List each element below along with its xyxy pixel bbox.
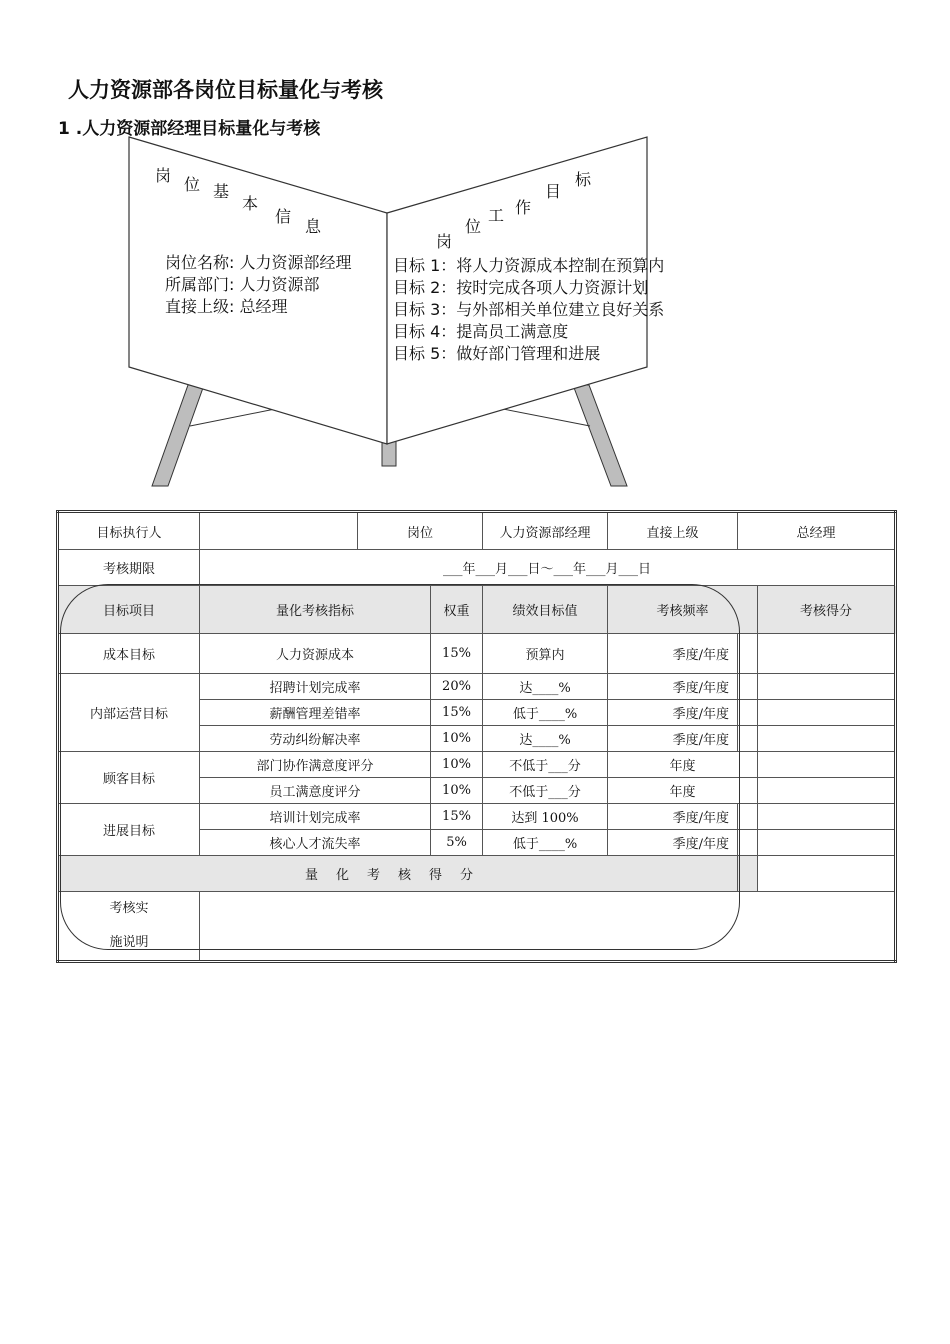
position-value: 人力资源部经理 bbox=[483, 512, 608, 550]
board-heading-char: 目 bbox=[545, 182, 562, 201]
document-title: 人力资源部各岗位目标量化与考核 bbox=[68, 78, 383, 102]
info-supervisor bbox=[165, 296, 288, 318]
frequency-cell: 季度/年度 bbox=[608, 700, 738, 726]
goal-text: 做好部门管理和进展 bbox=[456, 344, 601, 363]
board-heading-char: 岗 bbox=[436, 232, 453, 251]
goal-line bbox=[393, 343, 600, 365]
notes-row bbox=[58, 892, 896, 962]
indicator-cell: 劳动纠纷解决率 bbox=[200, 726, 431, 752]
target-cell: 达____% bbox=[483, 674, 608, 700]
notes-label-line: 施说明 bbox=[109, 935, 149, 950]
period-label: 考核期限 bbox=[58, 550, 200, 586]
score-total-text: 量化考核得分 bbox=[305, 868, 492, 883]
target-cell: 不低于___分 bbox=[483, 778, 608, 804]
notes-label-line: 考核实 bbox=[109, 901, 149, 916]
goal-label: 目标 5： bbox=[393, 344, 457, 363]
goal-line bbox=[393, 299, 664, 321]
goal-label: 目标 3： bbox=[393, 300, 457, 319]
score-cell[interactable] bbox=[758, 752, 896, 778]
board-heading-char: 工 bbox=[488, 206, 505, 225]
frequency-spacer bbox=[738, 726, 758, 752]
board-heading-char: 位 bbox=[465, 217, 482, 236]
goal-line bbox=[393, 321, 568, 343]
executor-value[interactable] bbox=[200, 512, 358, 550]
board-heading-char: 岗 bbox=[155, 166, 172, 185]
info-value: 总经理 bbox=[239, 297, 288, 316]
weight-cell: 10% bbox=[431, 752, 483, 778]
header-target-value: 绩效目标值 bbox=[483, 586, 608, 634]
group-name: 进展目标 bbox=[58, 804, 200, 856]
score-cell[interactable] bbox=[758, 830, 896, 856]
weight-cell: 5% bbox=[431, 830, 483, 856]
indicator-cell: 招聘计划完成率 bbox=[200, 674, 431, 700]
board-heading-char: 息 bbox=[305, 217, 322, 236]
position-label: 岗位 bbox=[358, 512, 483, 550]
board-heading-char: 位 bbox=[184, 175, 201, 194]
goal-text: 按时完成各项人力资源计划 bbox=[456, 278, 649, 297]
target-cell: 低于____% bbox=[483, 700, 608, 726]
frequency-spacer bbox=[738, 634, 758, 674]
table-row bbox=[58, 634, 896, 674]
indicator-cell: 核心人才流失率 bbox=[200, 830, 431, 856]
info-position-name bbox=[165, 252, 352, 274]
notes-content[interactable] bbox=[200, 892, 896, 962]
board-heading-char: 作 bbox=[515, 198, 532, 217]
frequency-spacer bbox=[738, 804, 758, 830]
frequency-cell: 季度/年度 bbox=[608, 804, 738, 830]
weight-cell: 15% bbox=[431, 804, 483, 830]
group-name: 内部运营目标 bbox=[58, 674, 200, 752]
info-value: 人力资源部 bbox=[239, 275, 320, 294]
info-label: 岗位名称: bbox=[165, 253, 235, 272]
score-cell[interactable] bbox=[758, 804, 896, 830]
weight-cell: 10% bbox=[431, 778, 483, 804]
frequency-cell: 季度/年度 bbox=[608, 726, 738, 752]
goal-text: 提高员工满意度 bbox=[456, 322, 569, 341]
position-info-board bbox=[0, 0, 950, 500]
header-score: 考核得分 bbox=[758, 586, 896, 634]
notes-label bbox=[58, 892, 200, 962]
indicator-cell: 员工满意度评分 bbox=[200, 778, 431, 804]
executor-label: 目标执行人 bbox=[58, 512, 200, 550]
board-heading-char: 本 bbox=[242, 194, 259, 213]
header-weight: 权重 bbox=[431, 586, 483, 634]
weight-cell: 10% bbox=[431, 726, 483, 752]
score-total-row bbox=[58, 856, 896, 892]
table-row bbox=[58, 752, 896, 778]
executor-row bbox=[58, 512, 896, 550]
target-cell: 达____% bbox=[483, 726, 608, 752]
kpi-assessment-table bbox=[56, 510, 897, 963]
period-value[interactable]: ___年___月___日～___年___月___日 bbox=[200, 550, 896, 586]
score-total-spacer bbox=[738, 856, 758, 892]
score-cell[interactable] bbox=[758, 634, 896, 674]
header-frequency: 考核频率 bbox=[608, 586, 758, 634]
board-heading-char: 标 bbox=[575, 170, 592, 189]
table-row bbox=[58, 804, 896, 830]
goal-label: 目标 4： bbox=[393, 322, 457, 341]
board-illustration bbox=[0, 0, 950, 500]
board-right-brace bbox=[503, 409, 590, 426]
indicator-cell: 人力资源成本 bbox=[200, 634, 431, 674]
goal-line bbox=[393, 277, 648, 299]
target-cell: 不低于___分 bbox=[483, 752, 608, 778]
board-heading-char: 基 bbox=[213, 182, 230, 201]
frequency-cell: 年度 bbox=[608, 778, 758, 804]
indicator-cell: 薪酬管理差错率 bbox=[200, 700, 431, 726]
period-row bbox=[58, 550, 896, 586]
group-name: 顾客目标 bbox=[58, 752, 200, 804]
weight-cell: 15% bbox=[431, 634, 483, 674]
frequency-cell: 季度/年度 bbox=[608, 634, 738, 674]
goal-text: 将人力资源成本控制在预算内 bbox=[456, 256, 665, 275]
info-department bbox=[165, 274, 320, 296]
indicator-cell: 培训计划完成率 bbox=[200, 804, 431, 830]
frequency-cell: 季度/年度 bbox=[608, 674, 738, 700]
info-label: 直接上级: bbox=[165, 297, 235, 316]
section-title: 1 .人力资源部经理目标量化与考核 bbox=[58, 119, 321, 139]
goal-label: 目标 2： bbox=[393, 278, 457, 297]
board-left-brace bbox=[190, 409, 275, 426]
group-name: 成本目标 bbox=[58, 634, 200, 674]
weight-cell: 15% bbox=[431, 700, 483, 726]
goal-label: 目标 1： bbox=[393, 256, 457, 275]
supervisor-label: 直接上级 bbox=[608, 512, 738, 550]
indicator-cell: 部门协作满意度评分 bbox=[200, 752, 431, 778]
table-row bbox=[58, 674, 896, 700]
score-cell[interactable] bbox=[758, 674, 896, 700]
score-cell[interactable] bbox=[758, 778, 896, 804]
score-cell[interactable] bbox=[758, 726, 896, 752]
board-heading-char: 信 bbox=[275, 207, 292, 226]
board-left-leg bbox=[152, 385, 204, 486]
score-total-label bbox=[58, 856, 738, 892]
frequency-spacer bbox=[738, 830, 758, 856]
goal-line bbox=[393, 255, 664, 277]
frequency-spacer bbox=[738, 700, 758, 726]
target-cell: 低于____% bbox=[483, 830, 608, 856]
frequency-spacer bbox=[738, 674, 758, 700]
score-cell[interactable] bbox=[758, 700, 896, 726]
target-cell: 达到 100% bbox=[483, 804, 608, 830]
frequency-cell: 年度 bbox=[608, 752, 758, 778]
header-indicator: 量化考核指标 bbox=[200, 586, 431, 634]
info-label: 所属部门: bbox=[165, 275, 235, 294]
score-total-value[interactable] bbox=[758, 856, 896, 892]
board-right-leg bbox=[573, 385, 627, 486]
header-target-item: 目标项目 bbox=[58, 586, 200, 634]
target-cell: 预算内 bbox=[483, 634, 608, 674]
weight-cell: 20% bbox=[431, 674, 483, 700]
supervisor-value: 总经理 bbox=[738, 512, 896, 550]
info-value: 人力资源部经理 bbox=[239, 253, 352, 272]
goal-text: 与外部相关单位建立良好关系 bbox=[456, 300, 665, 319]
frequency-cell: 季度/年度 bbox=[608, 830, 738, 856]
table-header-row bbox=[58, 586, 896, 634]
